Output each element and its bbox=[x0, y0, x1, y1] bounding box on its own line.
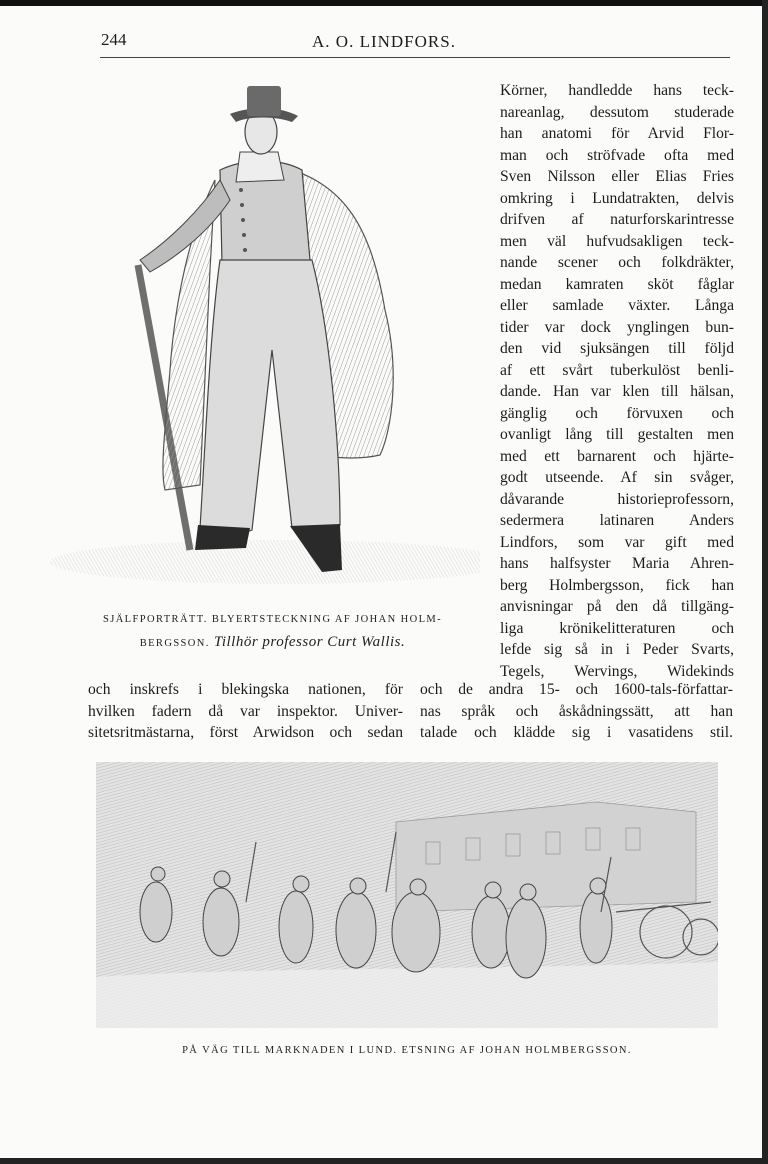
text-line: nande scener och folkdräkter, bbox=[500, 254, 734, 271]
scan-bottom-edge bbox=[0, 1158, 768, 1164]
header-rule bbox=[100, 57, 730, 58]
text-line: nas språk och åskådningssätt, att han bbox=[420, 702, 733, 720]
portrait-caption-line-1: SJÄLFPORTRÄTT. BLYERTSTECKNING AF JOHAN HOLM- bbox=[102, 614, 443, 625]
portrait-illustration bbox=[40, 70, 480, 600]
text-line: hvilken fadern då var inspektor. Univer- bbox=[88, 702, 403, 720]
left-column-text bbox=[88, 679, 403, 744]
text-line: dåvarande historieprofessorn, bbox=[500, 490, 734, 508]
text-line: liga krönikelitteraturen och bbox=[500, 619, 734, 637]
text-line: godt utseende. Af sin svåger, bbox=[500, 469, 734, 486]
text-line: och inskrefs i blekingska nationen, för bbox=[88, 681, 403, 698]
running-head: A. O. LINDFORS. bbox=[312, 32, 456, 51]
text-line: omkring i Lundatrakten, delvis bbox=[500, 189, 734, 207]
text-line: talade och klädde sig i vasatidens stil. bbox=[420, 724, 733, 741]
right-column-text bbox=[500, 80, 734, 682]
text-line: sitetsritmästarna, först Arwidson och sedan bbox=[88, 724, 403, 741]
text-line: den vid sjuksängen till följd bbox=[500, 340, 734, 357]
portrait-caption-italic: Tillhör professor Curt Wallis. bbox=[213, 634, 406, 650]
text-line: hans halfsyster Maria Ahren- bbox=[500, 555, 734, 572]
market-etching bbox=[96, 762, 718, 1028]
text-line: af ett svårt tuberkulöst benli- bbox=[500, 361, 734, 379]
scan-right-edge bbox=[762, 0, 768, 1164]
text-line: drifven af naturforskarintresse bbox=[500, 211, 734, 228]
text-line: ovanligt lång till gestalten men bbox=[500, 426, 734, 443]
text-line: sedermera latinaren Anders bbox=[500, 512, 734, 529]
right-column-continuation bbox=[420, 679, 733, 744]
scan-top-edge bbox=[0, 0, 768, 6]
text-line: berg Holmbergsson, fick han bbox=[500, 576, 734, 594]
text-line: dande. Han var klen till hälsan, bbox=[500, 383, 734, 400]
page-number: 244 bbox=[101, 30, 127, 49]
text-line: medan kamraten sköt fåglar bbox=[500, 275, 734, 293]
text-line: tider var dock ynglingen bun- bbox=[500, 318, 734, 336]
text-line: lefde sig så in i Peder Svarts, bbox=[500, 641, 734, 658]
text-line: man och ströfvade ofta med bbox=[500, 146, 734, 164]
text-line: Tegels, Wervings, Widekinds bbox=[500, 662, 734, 680]
text-line: med ett barnarent och hjärte- bbox=[500, 447, 734, 465]
portrait-caption-line-2: BERGSSON. bbox=[139, 638, 210, 649]
text-line: han anatomi för Arvid Flor- bbox=[500, 125, 734, 142]
text-line: eller samlade växter. Långa bbox=[500, 297, 734, 314]
text-line: Körner, handledde hans teck- bbox=[500, 82, 734, 99]
text-line: anvisningar på den då tillgäng- bbox=[500, 598, 734, 615]
text-line: nareanlag, dessutom studerade bbox=[500, 103, 734, 121]
text-line: gänglig och förvuxen och bbox=[500, 404, 734, 422]
market-caption: PÅ VÄG TILL MARKNADEN I LUND. ETSNING AF JOHAN HOLMBERGSSON. bbox=[182, 1045, 632, 1056]
text-line: och de andra 15- och 1600-tals-författar- bbox=[420, 681, 733, 698]
text-line: men väl hufvudsakligen teck- bbox=[500, 232, 734, 250]
text-line: Lindfors, som var gift med bbox=[500, 533, 734, 551]
text-line: Sven Nilsson eller Elias Fries bbox=[500, 168, 734, 185]
portrait-caption bbox=[60, 609, 485, 655]
